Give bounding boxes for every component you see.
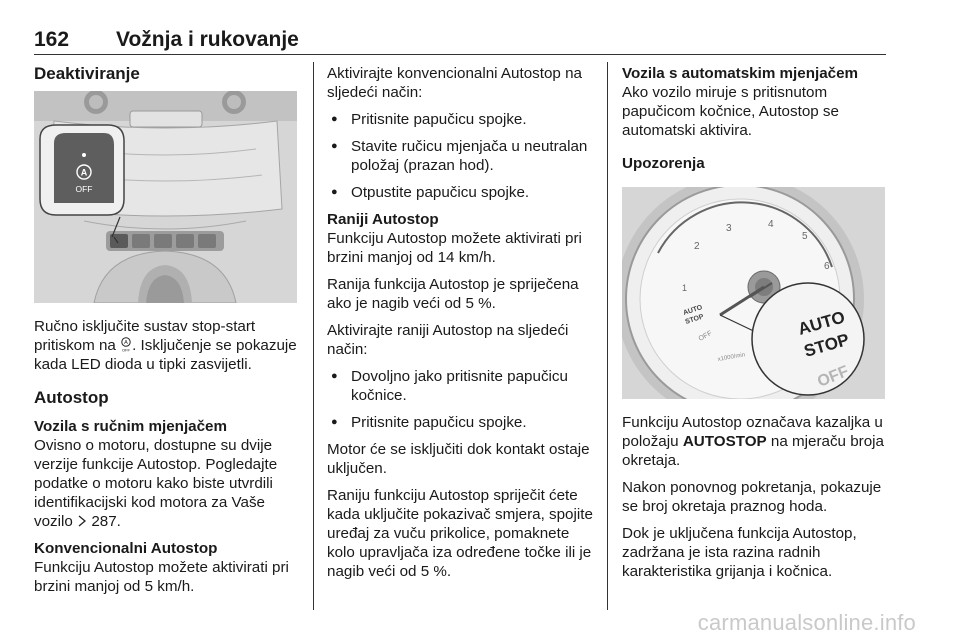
paragraph-manual: Ovisno o motoru, dostupne su dvije verzije funkcije Autostop. Pogledajte podatke o motoru kako biste utvrdili identifikacijski kod motora za Vaše vozilo 287. <box>34 437 278 530</box>
svg-text:A: A <box>124 340 128 346</box>
gauge-tick-6: 6 <box>824 261 830 272</box>
page-header <box>34 28 886 54</box>
svg-text:OFF: OFF <box>122 347 131 352</box>
stop-start-button-illustration <box>34 91 297 303</box>
gauge-zoom-off: OFF <box>815 362 852 391</box>
heading-deaktiviranje: Deaktiviranje <box>34 64 140 83</box>
page-reference-icon <box>77 515 87 527</box>
heading-automatic: Vozila s automatskim mjenjačem <box>622 65 859 82</box>
gauge-tick-2: 2 <box>694 241 700 252</box>
column-3 <box>622 64 888 589</box>
page-title: Vožnja i rukovanje <box>116 28 299 51</box>
column-1 <box>34 64 300 604</box>
gauge-zoom-stop: STOP <box>801 329 852 361</box>
heading-early-autostop: Raniji Autostop <box>327 211 439 228</box>
gauge-tick-5: 5 <box>802 231 808 242</box>
gauge-small-off: OFF <box>697 330 714 343</box>
paragraph-activate-intro: Aktivirajte konvencionalni Autostop na sljedeći način: <box>327 65 582 101</box>
paragraph-restart: Nakon ponovnog pokretanja, pokazuje se broj okretaja praznog hoda. <box>622 479 882 515</box>
paragraph-conventional: Funkciju Autostop možete aktivirati pri brzini manjoj od 5 km/h. <box>34 559 289 595</box>
list-item: ● Stavite ručicu mjenjača u neutralan položaj (prazan hod). <box>327 137 593 175</box>
page-number: 162 <box>34 28 70 51</box>
heading-warnings: Upozorenja <box>622 155 705 172</box>
column-divider-2 <box>607 62 608 610</box>
paragraph-prevent: Raniju funkciju Autostop spriječit ćete kada uključite pokazivač smjera, spojite uređaj za vuču prikolice, pomaknete kolo upravljača iza određene točke ili je nagib veći od 5 %. <box>327 487 593 580</box>
heading-manual: Vozila s ručnim mjenjačem <box>34 418 228 435</box>
list-conventional-steps <box>327 110 593 202</box>
gauge-units: x1000/min <box>717 352 746 363</box>
list-early-steps <box>327 367 593 432</box>
autostop-off-icon <box>120 337 132 352</box>
gauge-tick-1: 1 <box>682 283 688 293</box>
gauge-zoom-auto: AUTO <box>795 307 848 339</box>
gauge-small-stop: STOP <box>684 313 705 326</box>
watermark: carmanualsonline.info <box>697 610 916 635</box>
paragraph-deactivate: Ručno isključite sustav stop-start pritiskom na A OFF . Isključenje se pokazuje kada LED dioda u tipki zasvijetli. <box>34 318 297 373</box>
list-item: ● Pritisnite papučicu spojke. <box>327 110 593 129</box>
list-item: ● Dovoljno jako pritisnite papučicu kočnice. <box>327 367 593 405</box>
paragraph-early-1: Funkciju Autostop možete aktivirati pri brzini manjoj od 14 km/h. <box>327 230 582 266</box>
autostop-bold-label: AUTOSTOP <box>682 433 767 450</box>
paragraph-indicator: Funkciju Autostop označava kazaljka u položaju AUTOSTOP na mjeraču broja okretaja. <box>622 414 884 469</box>
column-divider-1 <box>313 62 314 610</box>
paragraph-early-intro: Aktivirajte raniji Autostop na sljedeći način: <box>327 322 569 358</box>
heading-conventional: Konvencionalni Autostop <box>34 540 218 557</box>
gauge-tick-4: 4 <box>768 219 774 230</box>
paragraph-automatic: Ako vozilo miruje s pritisnutom papučicom kočnice, Autostop se automatski aktivira. <box>622 84 839 139</box>
off-label: OFF <box>75 184 93 194</box>
heading-autostop: Autostop <box>34 388 109 407</box>
paragraph-climate: Dok je uključena funkcija Autostop, zadržana je ista razina radnih karakteristika grijanja i kočnica. <box>622 525 857 580</box>
paragraph-engine-off: Motor će se isključiti dok kontakt ostaje uključen. <box>327 441 590 477</box>
list-item: ● Otpustite papučicu spojke. <box>327 183 593 202</box>
header-rule <box>34 54 886 55</box>
gauge-tick-3: 3 <box>726 223 732 234</box>
paragraph-early-2: Ranija funkcija Autostop je spriječena ako je nagib veći od 5 %. <box>327 276 579 312</box>
list-item: ● Pritisnite papučicu spojke. <box>327 413 593 432</box>
svg-text:A: A <box>80 167 88 178</box>
gauge-small-auto: AUTO <box>682 304 704 317</box>
tachometer-illustration <box>622 187 885 399</box>
column-2 <box>327 64 593 589</box>
